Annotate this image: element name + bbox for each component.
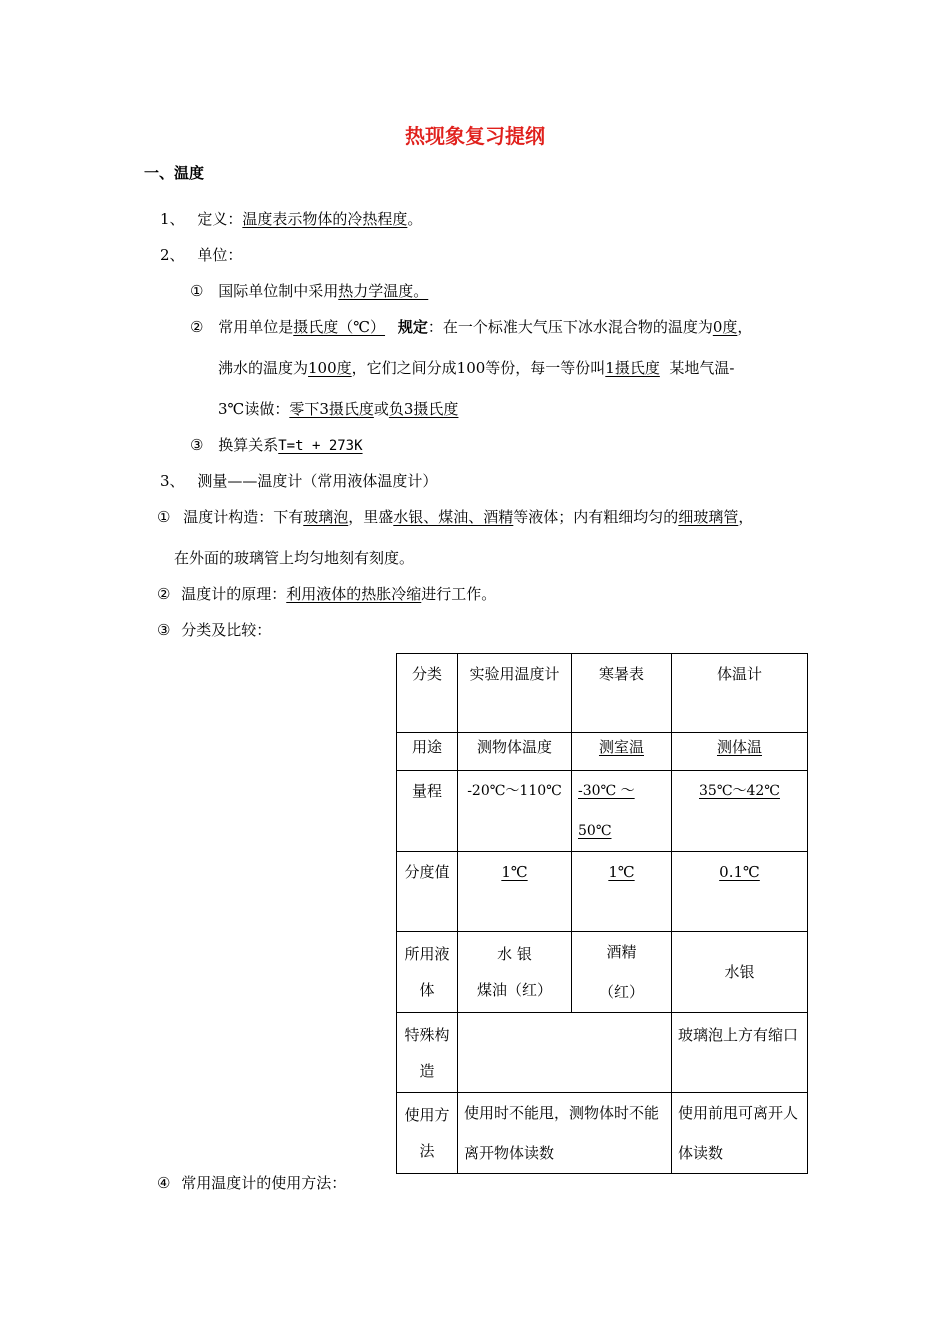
table-cell: 测物体温度 — [458, 733, 572, 771]
row-label: 所用液体 — [397, 932, 458, 1013]
table-cell — [572, 733, 672, 771]
cell-text: 测室温 — [598, 738, 644, 756]
row-label: 用途 — [397, 733, 458, 771]
cell-text: 35℃～42℃ — [699, 783, 780, 799]
item-number: 2、 — [160, 246, 185, 264]
sub-item-classification — [157, 620, 271, 640]
item-number: 1、 — [160, 210, 185, 228]
freezing-point-text: 0度 — [712, 318, 738, 336]
table-cell — [572, 932, 672, 1013]
sub-item-common-unit-line3 — [218, 399, 458, 419]
celsius-unit-text: 摄氏度（℃） — [293, 318, 386, 336]
page-title: 热现象复习提纲 — [405, 124, 545, 148]
table-row-special — [397, 1013, 808, 1093]
table-row-use — [397, 733, 808, 771]
table-cell: 玻璃泡上方有缩口 — [672, 1013, 808, 1093]
sub-item-text: ，它们之间分成100等份，每一等份叫 — [351, 359, 606, 377]
item-text: 测量——温度计（常用液体温度计） — [197, 472, 438, 490]
table-header-cell: 实验用温度计 — [458, 654, 572, 733]
cell-text: 酒精 — [606, 943, 637, 961]
punctuation: ， — [737, 318, 753, 336]
item-definition — [160, 209, 422, 229]
cell-text: 煤油（红） — [476, 981, 552, 999]
sub-item-number: ② — [157, 585, 171, 603]
table-cell: 水银 — [672, 932, 808, 1013]
sub-item-text: 常用单位是 — [218, 318, 294, 336]
item-number: 3、 — [160, 472, 185, 490]
glass-bulb-text: 玻璃泡 — [303, 508, 349, 526]
sub-item-number: ③ — [190, 436, 204, 454]
item-measurement — [160, 471, 437, 491]
sub-item-common-unit — [190, 317, 752, 337]
row-label: 特殊构造 — [397, 1013, 458, 1093]
section-heading-temperature: 一、温度 — [144, 164, 205, 182]
principle-text: 利用液体的热胀冷缩 — [286, 585, 422, 603]
glass-tube-text: 细玻璃管 — [678, 508, 739, 526]
sub-item-si-unit — [190, 281, 428, 301]
table-cell — [672, 852, 808, 932]
sub-item-number: ④ — [157, 1174, 171, 1192]
reading-text: 零下3摄氏度 — [289, 400, 374, 418]
sub-item-text: 进行工作。 — [421, 585, 497, 603]
table-header-cell: 寒暑表 — [572, 654, 672, 733]
sub-item-text: 温度计构造：下有 — [183, 508, 304, 526]
sub-item-usage — [157, 1173, 346, 1193]
item-label: 单位： — [197, 246, 243, 264]
item-label: 定义： — [197, 210, 243, 228]
sub-item-number: ③ — [157, 621, 171, 639]
table-cell — [458, 852, 572, 932]
table-cell-empty — [458, 1013, 672, 1093]
cell-text: 1℃ — [608, 863, 635, 881]
row-label: 分度值 — [397, 852, 458, 932]
table-row-division — [397, 852, 808, 932]
sub-item-text: 国际单位制中采用 — [218, 282, 339, 300]
cell-text: 0.1℃ — [719, 863, 760, 881]
sub-item-conversion — [190, 435, 363, 456]
cell-text: -30℃ ～50℃ — [578, 783, 635, 839]
sub-item-text: 常用温度计的使用方法： — [181, 1174, 347, 1192]
table-cell — [672, 733, 808, 771]
cell-text: 1℃ — [501, 863, 528, 881]
definition-text: 温度表示物体的冷热程度 — [242, 210, 408, 228]
table-header-cell: 体温计 — [672, 654, 808, 733]
table-row-range — [397, 771, 808, 852]
one-degree-text: 1摄氏度 — [605, 359, 660, 377]
cell-text: 测体温 — [716, 738, 762, 756]
table-row-liquid — [397, 932, 808, 1013]
cell-text: 水 银 — [497, 945, 532, 963]
sub-item-text: 温度计的原理： — [181, 585, 287, 603]
punctuation: ， — [738, 508, 754, 526]
row-label: 使用方法 — [397, 1093, 458, 1174]
sub-item-number: ① — [190, 282, 204, 300]
table-row-method — [397, 1093, 808, 1174]
rule-label: 规定 — [397, 318, 428, 336]
sub-item-text: 等液体；内有粗细均匀的 — [513, 508, 679, 526]
punctuation: 。 — [407, 210, 423, 228]
rule-text: ：在一个标准大气压下冰水混合物的温度为 — [427, 318, 713, 336]
table-header-cell: 分类 — [397, 654, 458, 733]
sub-item-text: 3℃读做： — [218, 400, 290, 418]
table-cell: 使用前甩可离开人体读数 — [672, 1093, 808, 1174]
thermometer-comparison-table — [396, 653, 808, 1174]
sub-item-common-unit-line2 — [218, 358, 734, 378]
table-cell — [672, 771, 808, 852]
sub-item-text: 分类及比较： — [181, 621, 272, 639]
sub-item-text: 或 — [373, 400, 389, 418]
table-cell — [458, 932, 572, 1013]
liquids-text: 水银、煤油、酒精 — [393, 508, 514, 526]
sub-item-number: ① — [157, 508, 171, 526]
sub-item-text: 某地气温- — [659, 359, 735, 377]
sub-item-text: ，里盛 — [348, 508, 394, 526]
sub-item-principle — [157, 584, 496, 604]
sub-item-text: 沸水的温度为 — [218, 359, 309, 377]
boiling-point-text: 100度 — [308, 359, 352, 377]
table-cell: 使用时不能甩，测物体时不能离开物体读数 — [458, 1093, 672, 1174]
table-cell: -20℃～110℃ — [458, 771, 572, 852]
sub-item-construction-line2: 在外面的玻璃管上均匀地刻有刻度。 — [174, 549, 415, 567]
item-unit — [160, 245, 242, 265]
cell-text: （红） — [598, 983, 644, 1001]
sub-item-text: 换算关系 — [218, 436, 279, 454]
sub-item-number: ② — [190, 318, 204, 336]
conversion-formula: T=t + 273K — [278, 438, 363, 454]
reading-text: 负3摄氏度 — [388, 400, 459, 418]
table-header-row — [397, 654, 808, 733]
sub-item-construction — [157, 507, 753, 527]
row-label: 量程 — [397, 771, 458, 852]
thermodynamic-temperature-text: 热力学温度。 — [338, 282, 429, 300]
table-cell — [572, 771, 672, 852]
table-cell — [572, 852, 672, 932]
